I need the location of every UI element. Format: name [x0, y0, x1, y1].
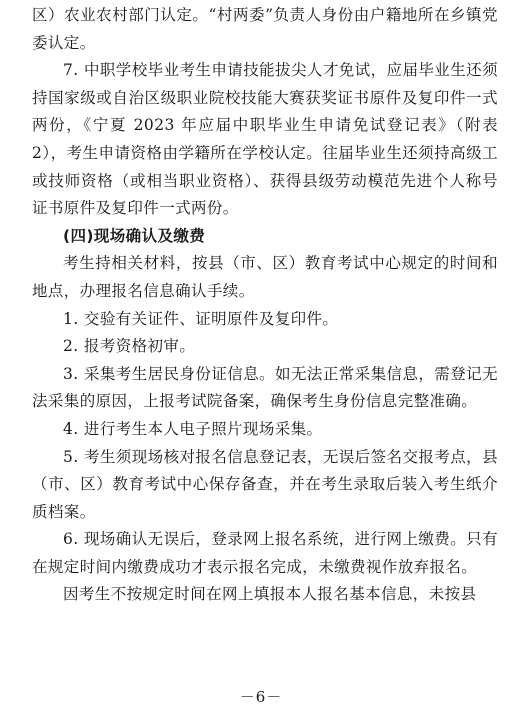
- paragraph-final-truncated: 因考生不按规定时间在网上填报本人报名基本信息，未按县: [63, 585, 477, 604]
- paragraph-step-3: 3. 采集考生居民身份证信息。如无法正常采集信息，需登记无法采集的原因，上报考试院备案，确保考生身份信息完整准确。: [32, 364, 498, 411]
- paragraph-step-5: 5. 考生须现场核对报名信息登记表，无误后签名交报考点，县（市、区）教育考试中心保存备查，并在考生录取后装入考生纸介质档案。: [32, 447, 498, 521]
- paragraph-step-2: 2. 报考资格初审。: [63, 337, 196, 356]
- paragraph-continuation: 区）农业农村部门认定。“村两委”负责人身份由户籍地所在乡镇党委认定。: [32, 6, 498, 52]
- document-body: [32, 2, 498, 609]
- paragraph-step-6: 6. 现场确认无误后，登录网上报名系统，进行网上缴费。只有在规定时间内缴费成功才表示报名完成，未缴费视作放弃报名。: [32, 530, 498, 576]
- paragraph-item-7: 7. 中职学校毕业考生申请技能拔尖人才免试，应届毕业生还须持国家级或自治区级职业院校技能大赛获奖证书原件及复印件一式两份，《宁夏 2023 年应届中职毕业生申请免试登记表》（附表 2），考生申请资格由学籍所在学校认定。往届毕业生还须持高级工或技师资格（或相当职业资格）、获得县级劳动模范先进个人称号证书原件及复印件一式两份。: [32, 61, 498, 218]
- paragraph-step-1: 1. 交验有关证件、证明原件及复印件。: [63, 309, 339, 328]
- section-heading-onsite-confirmation: (四)现场确认及缴费: [63, 226, 206, 245]
- paragraph-step-4: 4. 进行考生本人电子照片现场采集。: [63, 419, 323, 438]
- page-number: －6－: [239, 688, 283, 706]
- paragraph-onsite-intro: 考生持相关材料，按县（市、区）教育考试中心规定的时间和地点，办理报名信息确认手续。: [32, 254, 498, 300]
